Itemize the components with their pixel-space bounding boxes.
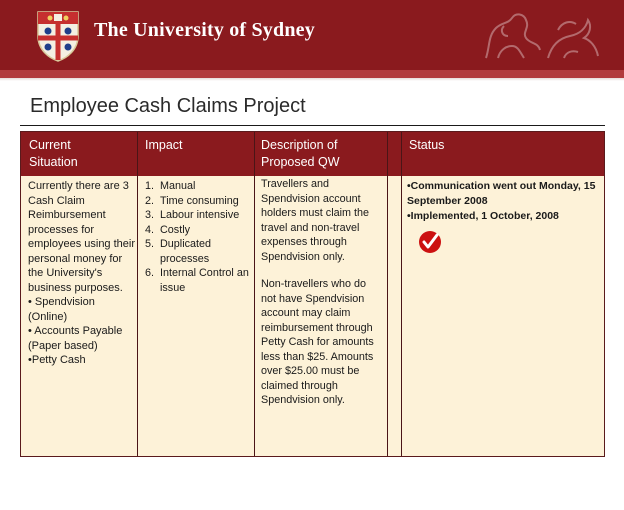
lion-emblem-icon [478,8,606,66]
header-stripe [0,70,624,78]
heading-underline [20,125,605,126]
current-situation-item: • Spendvision (Online) [28,296,95,323]
current-situation-item: • Accounts Payable (Paper based) [28,325,123,352]
header-shadow [0,78,624,81]
header-banner [0,0,624,71]
slide-heading: Employee Cash Claims Project [30,95,306,117]
status-item: •Communication went out Monday, 15 September 2008 [407,180,596,207]
university-crest-icon [35,8,81,62]
column-divider [401,132,402,456]
column-divider [137,132,138,456]
university-title: The University of Sydney [94,19,315,41]
description-paragraph: Travellers and Spendvision account holders must claim the travel and non-travel expenses through Spendvision only. [261,178,370,263]
status-item: •Implemented, 1 October, 2008 [407,210,559,222]
header-status: Status [409,138,445,152]
impact-item: 1. Manual [145,180,196,192]
impact-item: 2. Time consuming [145,194,239,207]
impact-list [145,179,253,295]
header-impact: Impact [145,138,183,152]
column-divider [387,132,388,456]
current-situation-text: Currently there are 3 Cash Claim Reimbursement processes for employees using their personal money for the University's business purposes. [28,180,136,294]
description-paragraph: Non-travellers who do not have Spendvision account may claim reimbursement through Petty Cash for amounts less than $25. Amounts over $25.00 must be claimed through Spendvision only. [261,278,374,406]
status-cell [407,179,599,224]
impact-item: 6. Internal Control an issue [145,267,249,294]
impact-item: 5. Duplicated processes [145,238,212,265]
impact-cell [145,179,253,295]
header-description: Description of Proposed QW [261,138,340,169]
checkmark-icon [417,229,443,255]
current-situation-item: •Petty Cash [28,354,86,366]
header-current-situation: Current Situation [29,138,78,169]
current-situation-cell [28,179,136,368]
impact-item: 4. Costly [145,223,190,236]
description-cell [261,177,381,408]
column-divider [254,132,255,456]
impact-item: 3. Labour intensive [145,209,240,221]
claims-table [20,131,605,457]
